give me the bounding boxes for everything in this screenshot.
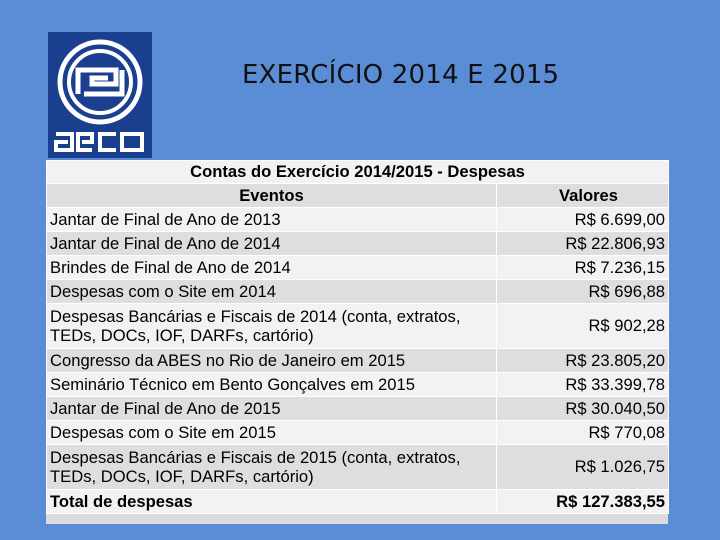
- value-cell: R$ 7.236,15: [497, 256, 669, 280]
- value-cell: R$ 1.026,75: [497, 445, 669, 490]
- event-cell: Congresso da ABES no Rio de Janeiro em 2015: [47, 349, 497, 373]
- table-row: [47, 421, 669, 445]
- event-cell: Despesas Bancárias e Fiscais de 2015 (conta, extratos, TEDs, DOCs, IOF, DARFs, cartório): [47, 445, 497, 490]
- total-value: R$ 127.383,55: [497, 490, 669, 514]
- event-cell: Despesas Bancárias e Fiscais de 2014 (conta, extratos, TEDs, DOCs, IOF, DARFs, cartório): [47, 304, 497, 349]
- event-cell: Jantar de Final de Ano de 2013: [47, 208, 497, 232]
- expenses-table: [46, 160, 669, 514]
- value-cell: R$ 770,08: [497, 421, 669, 445]
- table-row: [47, 445, 669, 490]
- event-cell: Brindes de Final de Ano de 2014: [47, 256, 497, 280]
- value-cell: R$ 30.040,50: [497, 397, 669, 421]
- value-cell: R$ 22.806,93: [497, 232, 669, 256]
- value-cell: R$ 33.399,78: [497, 373, 669, 397]
- value-cell: R$ 902,28: [497, 304, 669, 349]
- expenses-sheet: [46, 160, 668, 524]
- value-cell: R$ 6.699,00: [497, 208, 669, 232]
- table-caption: Contas do Exercício 2014/2015 - Despesas: [47, 161, 669, 184]
- event-cell: Despesas com o Site em 2015: [47, 421, 497, 445]
- total-label: Total de despesas: [47, 490, 497, 514]
- column-header-events: Eventos: [47, 184, 497, 208]
- aeco-logo: [48, 32, 152, 158]
- total-row: [47, 490, 669, 514]
- table-header-row: [47, 184, 669, 208]
- table-row: [47, 304, 669, 349]
- table-row: [47, 373, 669, 397]
- event-cell: Jantar de Final de Ano de 2015: [47, 397, 497, 421]
- page-title: EXERCÍCIO 2014 E 2015: [242, 60, 560, 90]
- aeco-logo-icon: [48, 32, 152, 158]
- event-cell: Despesas com o Site em 2014: [47, 280, 497, 304]
- table-row: [47, 208, 669, 232]
- column-header-values: Valores: [497, 184, 669, 208]
- table-row: [47, 349, 669, 373]
- table-row: [47, 232, 669, 256]
- table-caption-row: [47, 161, 669, 184]
- event-cell: Jantar de Final de Ano de 2014: [47, 232, 497, 256]
- value-cell: R$ 23.805,20: [497, 349, 669, 373]
- event-cell: Seminário Técnico em Bento Gonçalves em 2015: [47, 373, 497, 397]
- table-row: [47, 256, 669, 280]
- table-row: [47, 280, 669, 304]
- value-cell: R$ 696,88: [497, 280, 669, 304]
- table-row: [47, 397, 669, 421]
